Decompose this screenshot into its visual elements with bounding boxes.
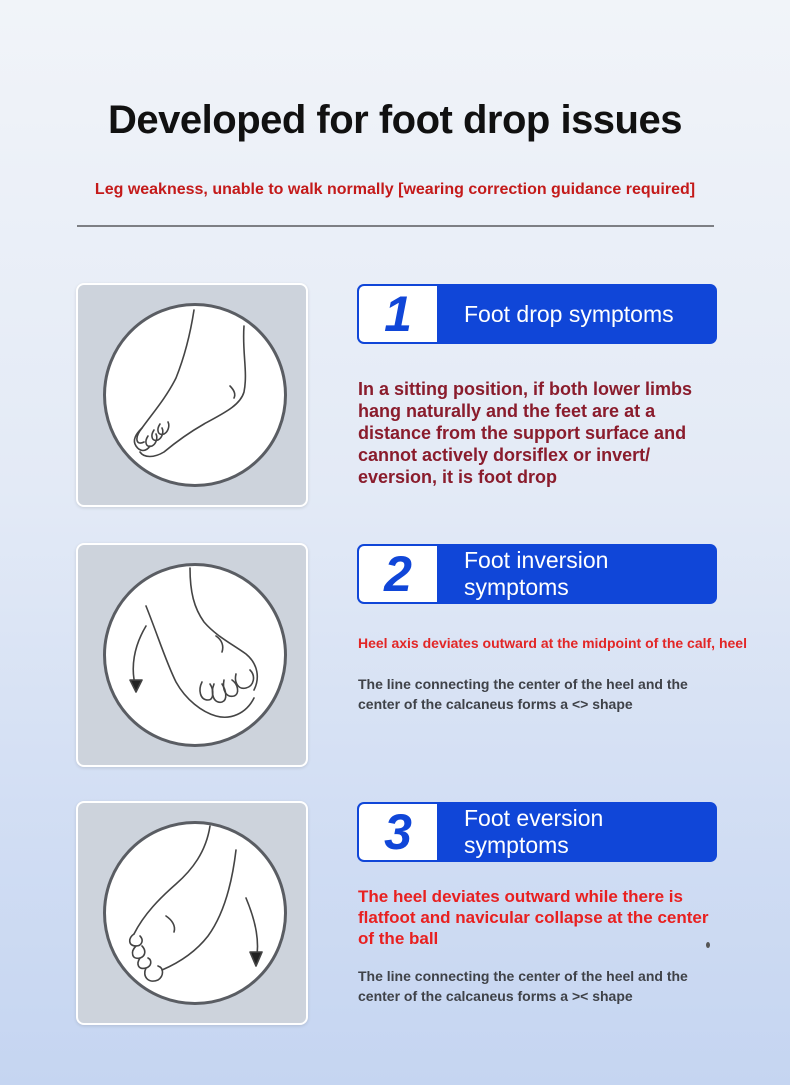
section-heading: Foot eversion symptoms xyxy=(464,805,604,858)
section-2-description: The line connecting the center of the heel and the center of the calcaneus forms a <> shape xyxy=(358,676,688,712)
foot-drop-icon xyxy=(106,306,284,484)
section-heading: Foot drop symptoms xyxy=(464,300,674,327)
section-badge-1 xyxy=(357,284,717,344)
decorative-speck xyxy=(706,942,710,948)
section-3-highlight: The heel deviates outward while there is flatfoot and navicular collapse at the center of the ball xyxy=(358,887,709,948)
section-number-box xyxy=(359,286,437,342)
illustration-card-foot-drop xyxy=(76,283,308,507)
section-3-description: The line connecting the center of the heel and the center of the calcaneus forms a >< shape xyxy=(358,968,688,1004)
header-divider xyxy=(77,225,714,227)
page-subtitle: Leg weakness, unable to walk normally [wearing correction guidance required] xyxy=(94,181,696,198)
section-number: 3 xyxy=(384,804,412,860)
illustration-circle xyxy=(103,303,287,487)
section-number-box xyxy=(359,546,437,602)
foot-eversion-icon xyxy=(106,824,284,1002)
section-1-description: In a sitting position, if both lower limbs hang naturally and the feet are at a distance from the support surface and cannot actively dorsiflex or invert/ eversion, it is foot drop xyxy=(358,379,692,487)
section-number: 2 xyxy=(384,546,412,602)
section-2-highlight: Heel axis deviates outward at the midpoint of the calf, heel xyxy=(358,635,747,651)
section-heading: Foot inversion symptoms xyxy=(464,547,609,600)
section-number: 1 xyxy=(384,286,412,342)
illustration-card-foot-inversion xyxy=(76,543,308,767)
section-badge-3 xyxy=(357,802,717,862)
page-title: Developed for foot drop issues xyxy=(108,98,682,142)
foot-inversion-icon xyxy=(106,566,284,744)
illustration-circle xyxy=(103,563,287,747)
section-number-box xyxy=(359,804,437,860)
illustration-card-foot-eversion xyxy=(76,801,308,1025)
illustration-circle xyxy=(103,821,287,1005)
section-badge-2 xyxy=(357,544,717,604)
